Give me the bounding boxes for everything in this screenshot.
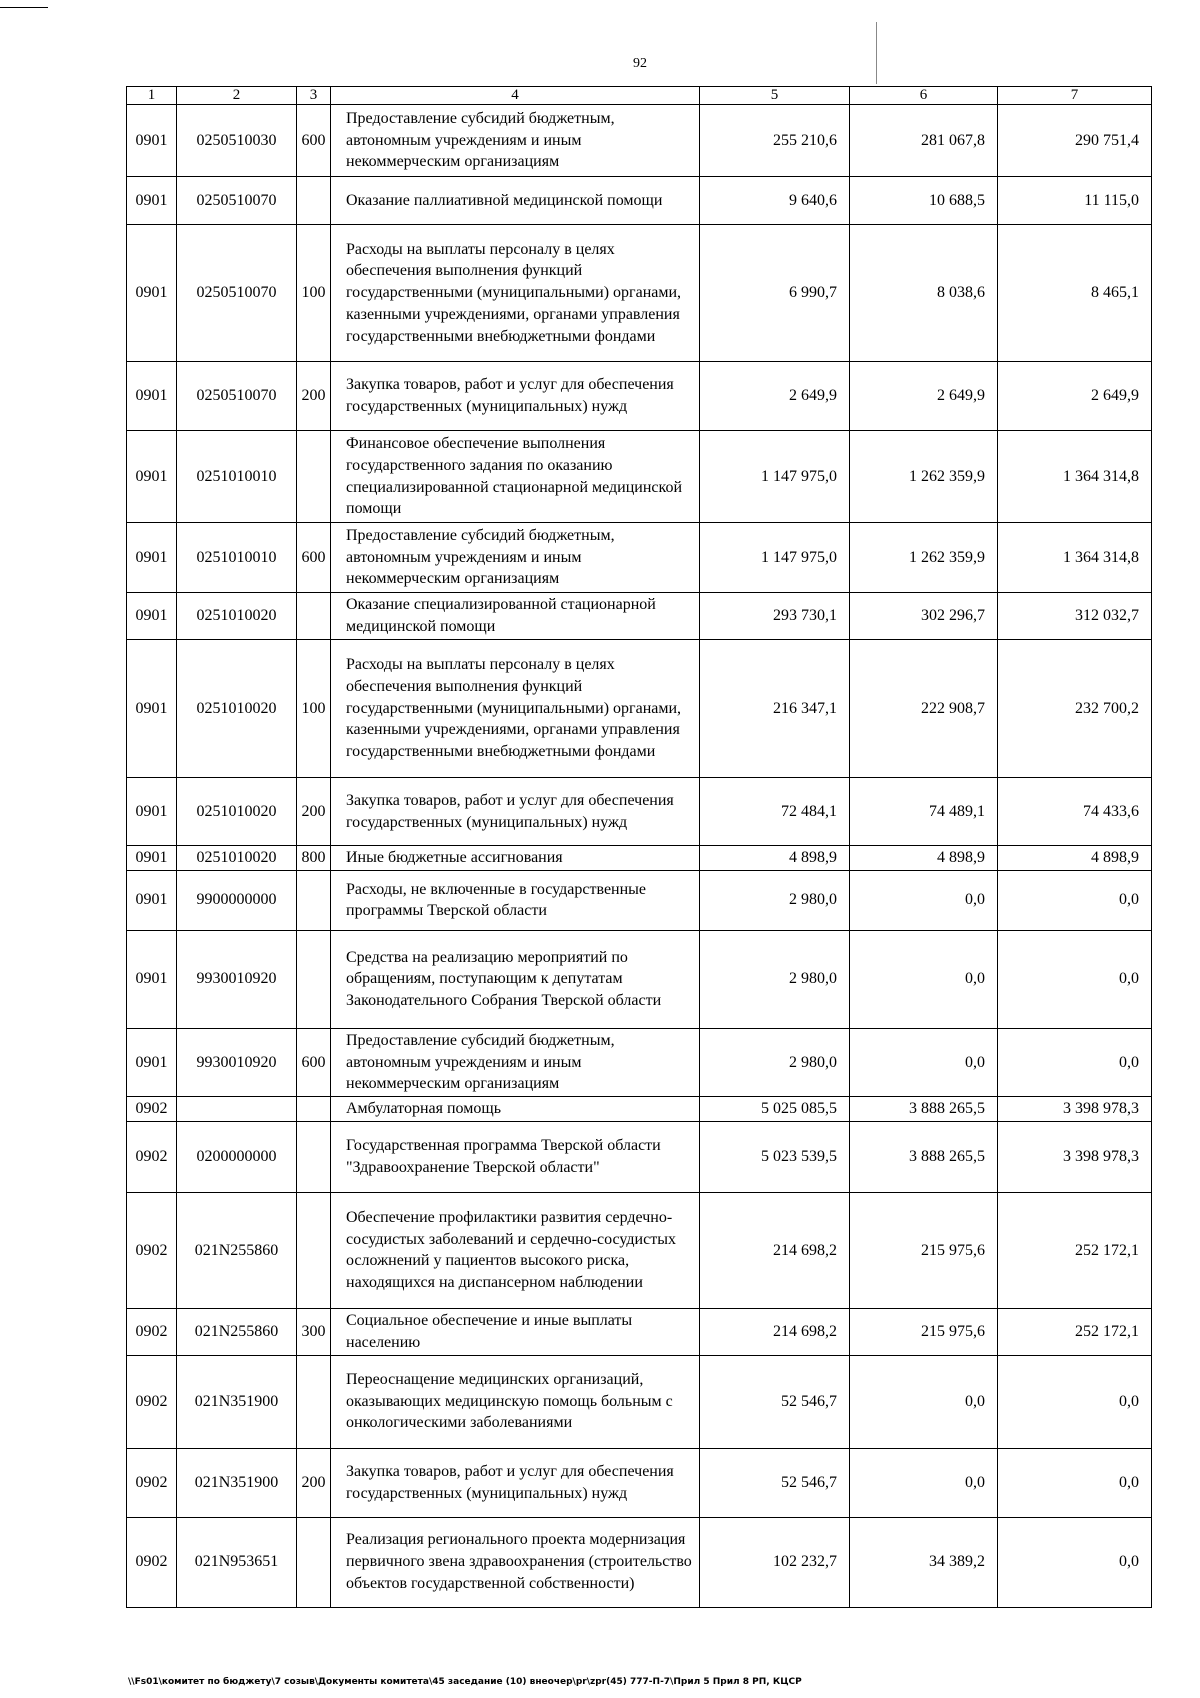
amount-year-3: 290 751,4 <box>998 105 1152 177</box>
target-article-code: 9930010920 <box>177 930 297 1028</box>
expense-type-code: 100 <box>297 640 331 778</box>
amount-year-3: 74 433,6 <box>998 778 1152 846</box>
item-name: Предоставление субсидий бюджетным, автономным учреждениям и иным некоммерческим организациям <box>331 105 700 177</box>
amount-year-3: 0,0 <box>998 1355 1152 1448</box>
amount-year-3: 8 465,1 <box>998 225 1152 362</box>
target-article-code: 0251010020 <box>177 778 297 846</box>
section-code: 0901 <box>127 778 177 846</box>
target-article-code: 0250510070 <box>177 362 297 431</box>
target-article-code: 0200000000 <box>177 1121 297 1192</box>
expense-type-code: 600 <box>297 1028 331 1096</box>
amount-year-1: 52 546,7 <box>700 1355 850 1448</box>
amount-year-3: 0,0 <box>998 1028 1152 1096</box>
amount-year-1: 216 347,1 <box>700 640 850 778</box>
table-row <box>127 362 1152 431</box>
item-name: Предоставление субсидий бюджетным, автономным учреждениям и иным некоммерческим организациям <box>331 523 700 593</box>
footer-file-path: \\Fs01\комитет по бюджету\7 созыв\Документы комитета\45 заседание (10) внеочер\pr\zpr(45) 777-П-7\Прил 5 Прил 8 РП, КЦСР <box>128 1677 802 1687</box>
target-article-code: 021N351900 <box>177 1355 297 1448</box>
amount-year-1: 293 730,1 <box>700 593 850 640</box>
page-number: 92 <box>633 56 647 71</box>
amount-year-3: 1 364 314,8 <box>998 523 1152 593</box>
target-article-code: 0251010010 <box>177 523 297 593</box>
header-col-3: 3 <box>297 87 331 105</box>
section-code: 0901 <box>127 870 177 930</box>
section-code: 0901 <box>127 1028 177 1096</box>
section-code: 0902 <box>127 1448 177 1517</box>
item-name: Расходы на выплаты персоналу в целях обеспечения выполнения функций государственными (муниципальными) органами, казенными учреждениями, органами управления государственными внебюджетными фондами <box>331 225 700 362</box>
section-code: 0902 <box>127 1517 177 1607</box>
header-col-7: 7 <box>998 87 1152 105</box>
header-col-2: 2 <box>177 87 297 105</box>
section-code: 0902 <box>127 1121 177 1192</box>
target-article-code: 0250510070 <box>177 177 297 225</box>
target-article-code: 0250510030 <box>177 105 297 177</box>
expense-type-code <box>297 431 331 523</box>
target-article-code: 021N351900 <box>177 1448 297 1517</box>
item-name: Обеспечение профилактики развития сердечно-сосудистых заболеваний и сердечно-сосудистых осложнений у пациентов высокого риска, находящихся на диспансерном наблюдении <box>331 1192 700 1308</box>
amount-year-2: 3 888 265,5 <box>850 1121 998 1192</box>
header-col-4: 4 <box>331 87 700 105</box>
amount-year-3: 252 172,1 <box>998 1308 1152 1355</box>
item-name: Закупка товаров, работ и услуг для обеспечения государственных (муниципальных) нужд <box>331 778 700 846</box>
table-row <box>127 177 1152 225</box>
amount-year-3: 1 364 314,8 <box>998 431 1152 523</box>
section-code: 0901 <box>127 593 177 640</box>
item-name: Закупка товаров, работ и услуг для обеспечения государственных (муниципальных) нужд <box>331 1448 700 1517</box>
table-row <box>127 431 1152 523</box>
amount-year-2: 8 038,6 <box>850 225 998 362</box>
table-header-row <box>127 87 1152 105</box>
amount-year-2: 0,0 <box>850 870 998 930</box>
budget-table <box>126 86 1152 1608</box>
table-row <box>127 1517 1152 1607</box>
item-name: Переоснащение медицинских организаций, оказывающих медицинскую помощь больным с онкологическими заболеваниями <box>331 1355 700 1448</box>
table-row <box>127 105 1152 177</box>
amount-year-1: 214 698,2 <box>700 1192 850 1308</box>
amount-year-2: 222 908,7 <box>850 640 998 778</box>
amount-year-2: 10 688,5 <box>850 177 998 225</box>
section-code: 0901 <box>127 177 177 225</box>
item-name: Финансовое обеспечение выполнения государственного задания по оказанию специализированной стационарной медицинской помощи <box>331 431 700 523</box>
section-code: 0901 <box>127 640 177 778</box>
amount-year-1: 214 698,2 <box>700 1308 850 1355</box>
item-name: Социальное обеспечение и иные выплаты населению <box>331 1308 700 1355</box>
item-name: Иные бюджетные ассигнования <box>331 846 700 871</box>
table-row <box>127 523 1152 593</box>
amount-year-1: 5 025 085,5 <box>700 1097 850 1122</box>
table-row <box>127 1192 1152 1308</box>
table-row <box>127 225 1152 362</box>
amount-year-1: 5 023 539,5 <box>700 1121 850 1192</box>
amount-year-1: 9 640,6 <box>700 177 850 225</box>
expense-type-code <box>297 1097 331 1122</box>
amount-year-3: 232 700,2 <box>998 640 1152 778</box>
target-article-code: 9930010920 <box>177 1028 297 1096</box>
table-body <box>127 105 1152 1608</box>
amount-year-2: 1 262 359,9 <box>850 431 998 523</box>
amount-year-2: 2 649,9 <box>850 362 998 431</box>
amount-year-3: 2 649,9 <box>998 362 1152 431</box>
section-code: 0901 <box>127 930 177 1028</box>
item-name: Средства на реализацию мероприятий по обращениям, поступающим к депутатам Законодательного Собрания Тверской области <box>331 930 700 1028</box>
section-code: 0901 <box>127 225 177 362</box>
target-article-code: 0250510070 <box>177 225 297 362</box>
section-code: 0902 <box>127 1355 177 1448</box>
table-row <box>127 1028 1152 1096</box>
scan-artifact-line <box>876 22 877 84</box>
section-code: 0901 <box>127 105 177 177</box>
table-row <box>127 1308 1152 1355</box>
item-name: Оказание паллиативной медицинской помощи <box>331 177 700 225</box>
expense-type-code <box>297 1355 331 1448</box>
item-name: Предоставление субсидий бюджетным, автономным учреждениям и иным некоммерческим организациям <box>331 1028 700 1096</box>
target-article-code: 0251010010 <box>177 431 297 523</box>
amount-year-2: 74 489,1 <box>850 778 998 846</box>
expense-type-code: 600 <box>297 523 331 593</box>
amount-year-2: 3 888 265,5 <box>850 1097 998 1122</box>
amount-year-1: 4 898,9 <box>700 846 850 871</box>
expense-type-code <box>297 1121 331 1192</box>
item-name: Государственная программа Тверской области "Здравоохранение Тверской области" <box>331 1121 700 1192</box>
amount-year-3: 3 398 978,3 <box>998 1097 1152 1122</box>
amount-year-2: 0,0 <box>850 1448 998 1517</box>
amount-year-2: 1 262 359,9 <box>850 523 998 593</box>
expense-type-code <box>297 930 331 1028</box>
amount-year-3: 3 398 978,3 <box>998 1121 1152 1192</box>
table-row <box>127 846 1152 871</box>
target-article-code <box>177 1097 297 1122</box>
amount-year-1: 6 990,7 <box>700 225 850 362</box>
target-article-code: 0251010020 <box>177 593 297 640</box>
amount-year-2: 0,0 <box>850 1028 998 1096</box>
item-name: Закупка товаров, работ и услуг для обеспечения государственных (муниципальных) нужд <box>331 362 700 431</box>
scan-edge-line <box>0 7 48 8</box>
expense-type-code: 200 <box>297 362 331 431</box>
expense-type-code <box>297 1517 331 1607</box>
amount-year-2: 281 067,8 <box>850 105 998 177</box>
section-code: 0902 <box>127 1308 177 1355</box>
amount-year-3: 0,0 <box>998 1448 1152 1517</box>
expense-type-code <box>297 177 331 225</box>
amount-year-3: 4 898,9 <box>998 846 1152 871</box>
table-row <box>127 593 1152 640</box>
table-row <box>127 870 1152 930</box>
section-code: 0901 <box>127 846 177 871</box>
amount-year-2: 0,0 <box>850 1355 998 1448</box>
table-row <box>127 1097 1152 1122</box>
item-name: Расходы на выплаты персоналу в целях обеспечения выполнения функций государственными (муниципальными) органами, казенными учреждениями, органами управления государственными внебюджетными фондами <box>331 640 700 778</box>
section-code: 0902 <box>127 1097 177 1122</box>
amount-year-2: 0,0 <box>850 930 998 1028</box>
expense-type-code: 800 <box>297 846 331 871</box>
table-row <box>127 1448 1152 1517</box>
expense-type-code: 300 <box>297 1308 331 1355</box>
expense-type-code <box>297 870 331 930</box>
amount-year-1: 1 147 975,0 <box>700 523 850 593</box>
section-code: 0901 <box>127 431 177 523</box>
amount-year-3: 0,0 <box>998 930 1152 1028</box>
amount-year-3: 0,0 <box>998 1517 1152 1607</box>
section-code: 0902 <box>127 1192 177 1308</box>
section-code: 0901 <box>127 523 177 593</box>
table-row <box>127 778 1152 846</box>
amount-year-3: 252 172,1 <box>998 1192 1152 1308</box>
amount-year-1: 2 980,0 <box>700 1028 850 1096</box>
amount-year-1: 102 232,7 <box>700 1517 850 1607</box>
amount-year-3: 312 032,7 <box>998 593 1152 640</box>
table-row <box>127 1355 1152 1448</box>
expense-type-code: 200 <box>297 1448 331 1517</box>
target-article-code: 0251010020 <box>177 640 297 778</box>
target-article-code: 021N255860 <box>177 1308 297 1355</box>
amount-year-1: 1 147 975,0 <box>700 431 850 523</box>
amount-year-2: 34 389,2 <box>850 1517 998 1607</box>
expense-type-code <box>297 593 331 640</box>
expense-type-code: 600 <box>297 105 331 177</box>
item-name: Амбулаторная помощь <box>331 1097 700 1122</box>
table-row <box>127 1121 1152 1192</box>
item-name: Оказание специализированной стационарной медицинской помощи <box>331 593 700 640</box>
amount-year-3: 0,0 <box>998 870 1152 930</box>
target-article-code: 9900000000 <box>177 870 297 930</box>
amount-year-1: 2 980,0 <box>700 870 850 930</box>
amount-year-2: 302 296,7 <box>850 593 998 640</box>
item-name: Расходы, не включенные в государственные программы Тверской области <box>331 870 700 930</box>
expense-type-code: 100 <box>297 225 331 362</box>
expense-type-code <box>297 1192 331 1308</box>
amount-year-1: 72 484,1 <box>700 778 850 846</box>
header-col-5: 5 <box>700 87 850 105</box>
expense-type-code: 200 <box>297 778 331 846</box>
table-row <box>127 640 1152 778</box>
header-col-1: 1 <box>127 87 177 105</box>
item-name: Реализация регионального проекта модернизация первичного звена здравоохранения (строительство объектов государственной собственности) <box>331 1517 700 1607</box>
header-col-6: 6 <box>850 87 998 105</box>
table-row <box>127 930 1152 1028</box>
amount-year-2: 215 975,6 <box>850 1192 998 1308</box>
target-article-code: 021N953651 <box>177 1517 297 1607</box>
target-article-code: 0251010020 <box>177 846 297 871</box>
amount-year-1: 2 649,9 <box>700 362 850 431</box>
amount-year-1: 52 546,7 <box>700 1448 850 1517</box>
target-article-code: 021N255860 <box>177 1192 297 1308</box>
amount-year-1: 255 210,6 <box>700 105 850 177</box>
section-code: 0901 <box>127 362 177 431</box>
amount-year-3: 11 115,0 <box>998 177 1152 225</box>
amount-year-1: 2 980,0 <box>700 930 850 1028</box>
amount-year-2: 215 975,6 <box>850 1308 998 1355</box>
amount-year-2: 4 898,9 <box>850 846 998 871</box>
